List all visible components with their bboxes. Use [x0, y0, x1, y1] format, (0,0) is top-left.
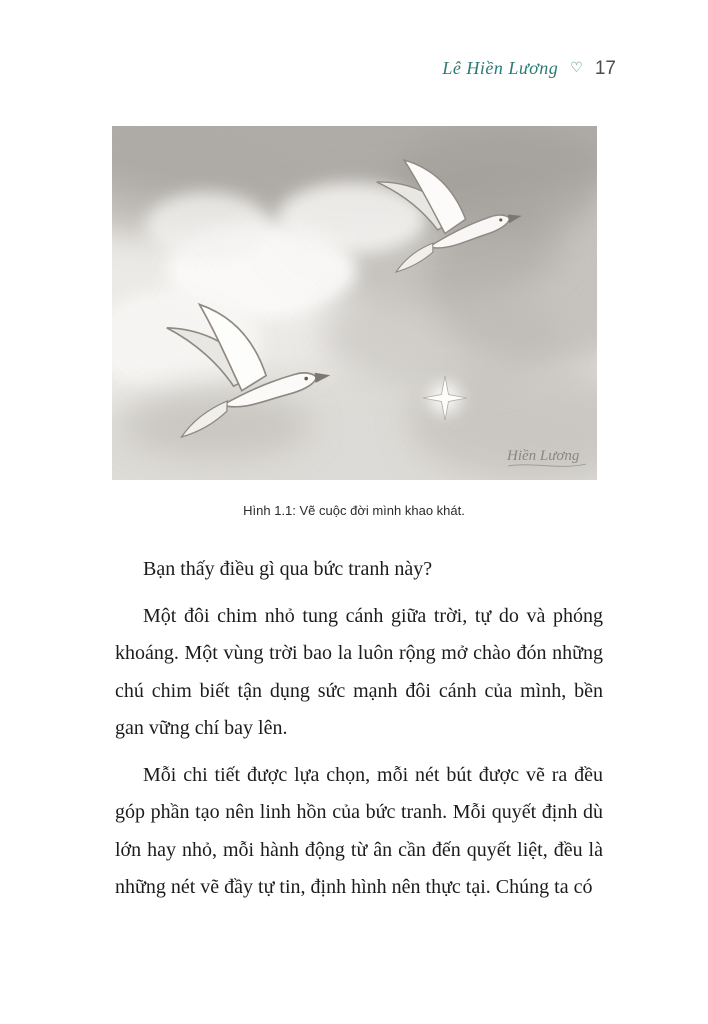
figure-illustration — [112, 126, 597, 480]
svg-text:Hiền Lương: Hiền Lương — [507, 448, 580, 464]
heart-icon: ♡ — [570, 60, 583, 76]
body-text — [115, 551, 603, 916]
paragraph-2: Một đôi chim nhỏ tung cánh giữa trời, tự do và phóng khoáng. Một vùng trời bao la luôn rộng mở chào đón những chú chim biết tận dụng sức mạnh đôi cánh của mình, bền gan vững chí bay lên. — [115, 604, 603, 739]
page-header — [442, 58, 616, 80]
page-number: 17 — [594, 58, 616, 79]
artist-signature — [506, 448, 586, 466]
author-name: Lê Hiền Lương — [442, 58, 559, 78]
doves-sky-sketch — [112, 126, 597, 480]
paragraph-1: Bạn thấy điều gì qua bức tranh này? — [143, 558, 433, 580]
pencil-texture — [112, 126, 597, 480]
figure-caption: Hình 1.1: Vẽ cuộc đời mình khao khát. — [243, 503, 465, 518]
paragraph-3: Mỗi chi tiết được lựa chọn, mỗi nét bút được vẽ ra đều góp phần tạo nên linh hồn của bức tranh. Mỗi quyết định dù lớn hay nhỏ, mỗi hành động từ ân cần đến quyết liệt, đều là những nét vẽ đầy tự tin, định hình nên thực tại. Chúng ta có — [115, 763, 603, 898]
